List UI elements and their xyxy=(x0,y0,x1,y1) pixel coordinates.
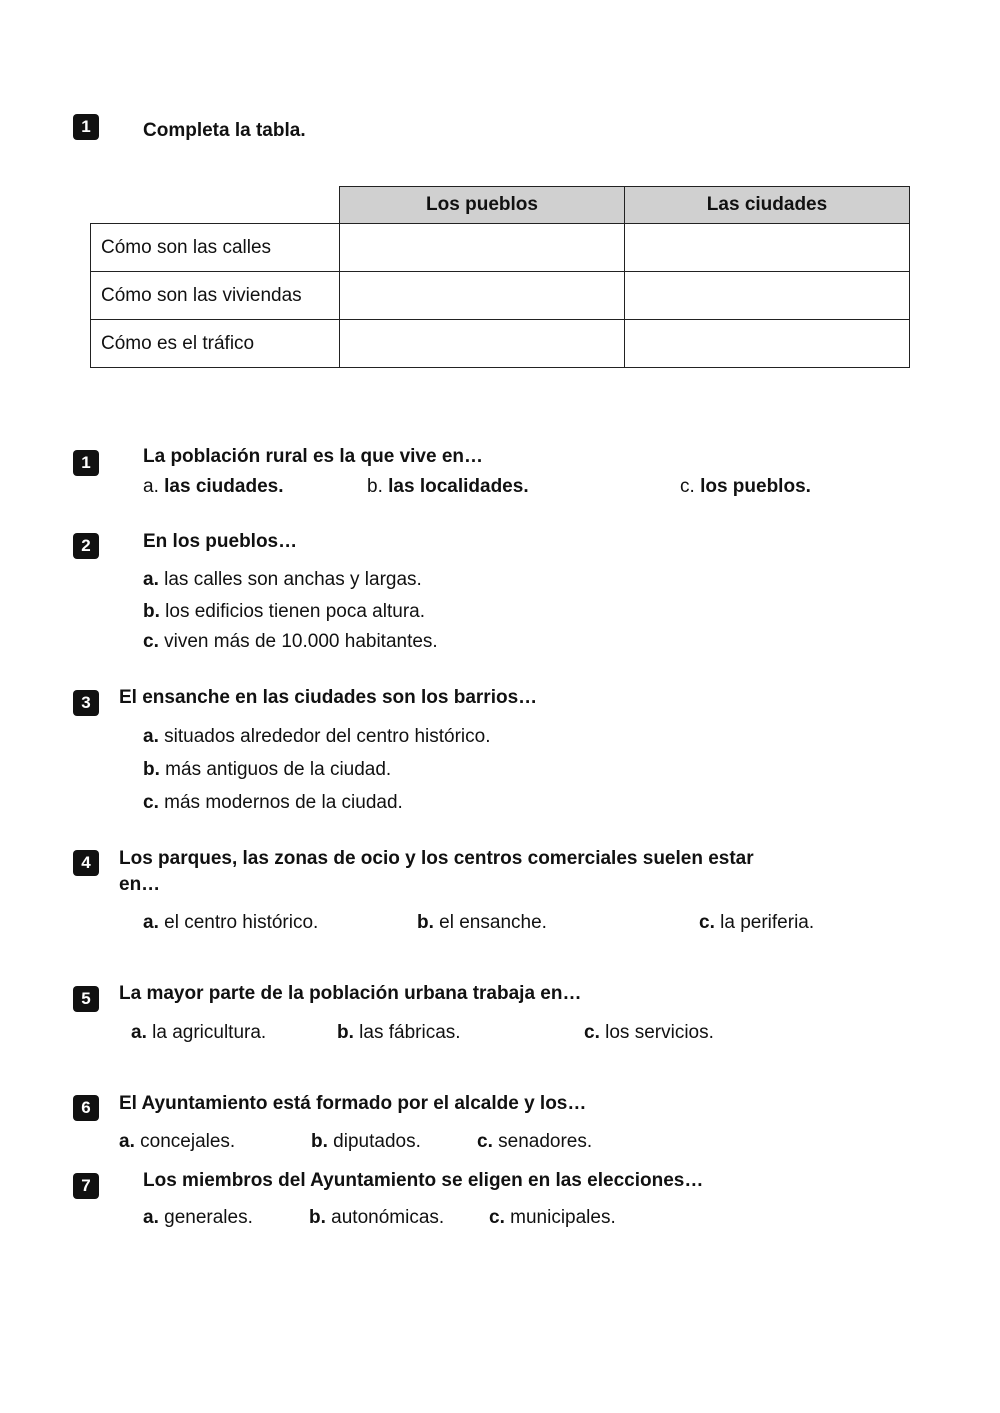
answer-option-c[interactable] xyxy=(680,476,811,498)
table-header-row xyxy=(91,187,910,224)
option-letter: c. xyxy=(584,1022,600,1043)
answer-option-b[interactable] xyxy=(367,476,529,498)
option-letter: a. xyxy=(143,569,159,590)
table-row xyxy=(91,320,910,368)
option-text: los edificios tienen poca altura. xyxy=(165,601,425,622)
option-letter: a. xyxy=(143,476,159,497)
option-text: las fábricas. xyxy=(359,1022,461,1043)
column-header-pueblos: Los pueblos xyxy=(340,187,625,224)
option-text: autonómicas. xyxy=(331,1207,445,1228)
answer-option-a[interactable] xyxy=(143,1207,253,1229)
answer-option-a[interactable] xyxy=(143,912,318,934)
row-label-trafico: Cómo es el tráfico xyxy=(91,320,340,368)
answer-cell[interactable] xyxy=(340,320,625,368)
answer-option-b[interactable] xyxy=(337,1022,461,1044)
answer-cell[interactable] xyxy=(625,224,910,272)
option-text: más antiguos de la ciudad. xyxy=(165,759,392,780)
option-text: la agricultura. xyxy=(152,1022,267,1043)
option-text: generales. xyxy=(164,1207,253,1228)
option-letter: a. xyxy=(131,1022,147,1043)
option-letter: b. xyxy=(337,1022,354,1043)
answer-option-c[interactable] xyxy=(489,1207,616,1229)
option-text: las calles son anchas y largas. xyxy=(164,569,422,590)
answer-option-b[interactable] xyxy=(143,601,425,623)
option-letter: c. xyxy=(143,792,159,813)
question-number-badge: 7 xyxy=(73,1173,99,1199)
answer-option-b[interactable] xyxy=(311,1131,421,1153)
option-text: el centro histórico. xyxy=(164,912,319,933)
answer-cell[interactable] xyxy=(340,272,625,320)
option-letter: a. xyxy=(143,726,159,747)
option-text: las ciudades. xyxy=(164,476,284,497)
option-letter: c. xyxy=(699,912,715,933)
option-letter: a. xyxy=(143,1207,159,1228)
question-text: En los pueblos… xyxy=(143,531,298,552)
option-text: las localidades. xyxy=(388,476,529,497)
option-text: más modernos de la ciudad. xyxy=(164,792,403,813)
option-letter: b. xyxy=(143,601,160,622)
question-number-badge: 5 xyxy=(73,986,99,1012)
column-header-ciudades: Las ciudades xyxy=(625,187,910,224)
option-letter: b. xyxy=(143,759,160,780)
option-letter: b. xyxy=(309,1207,326,1228)
option-text: situados alrededor del centro histórico. xyxy=(164,726,491,747)
table-row xyxy=(91,224,910,272)
answer-cell[interactable] xyxy=(625,272,910,320)
option-text: concejales. xyxy=(140,1131,236,1152)
exercise-instruction: Completa la tabla. xyxy=(143,120,306,141)
row-label-calles: Cómo son las calles xyxy=(91,224,340,272)
question-number-badge: 1 xyxy=(73,450,99,476)
question-text-line-2: en… xyxy=(119,874,161,895)
question-text: Los miembros del Ayuntamiento se eligen en las elecciones… xyxy=(143,1170,704,1191)
question-text: La población rural es la que vive en… xyxy=(143,446,483,467)
option-text: senadores. xyxy=(498,1131,593,1152)
option-letter: a. xyxy=(119,1131,135,1152)
table-corner xyxy=(91,187,340,224)
table-row xyxy=(91,272,910,320)
question-text-line-1: Los parques, las zonas de ocio y los centros comerciales suelen estar xyxy=(119,848,754,869)
option-text: los pueblos. xyxy=(700,476,811,497)
answer-cell[interactable] xyxy=(625,320,910,368)
option-letter: b. xyxy=(417,912,434,933)
option-text: el ensanche. xyxy=(439,912,547,933)
answer-option-c[interactable] xyxy=(477,1131,592,1153)
option-text: municipales. xyxy=(510,1207,616,1228)
completion-table xyxy=(90,186,910,368)
answer-option-b[interactable] xyxy=(309,1207,444,1229)
answer-option-a[interactable] xyxy=(131,1022,266,1044)
question-text: El ensanche en las ciudades son los barrios… xyxy=(119,687,538,708)
row-label-viviendas: Cómo son las viviendas xyxy=(91,272,340,320)
answer-option-a[interactable] xyxy=(143,569,422,591)
question-number-badge: 2 xyxy=(73,533,99,559)
answer-option-c[interactable] xyxy=(143,792,403,814)
option-letter: b. xyxy=(311,1131,328,1152)
question-text: El Ayuntamiento está formado por el alcalde y los… xyxy=(119,1093,587,1114)
answer-option-a[interactable] xyxy=(143,476,283,498)
option-letter: c. xyxy=(489,1207,505,1228)
answer-option-b[interactable] xyxy=(417,912,547,934)
question-number-badge: 3 xyxy=(73,690,99,716)
answer-option-c[interactable] xyxy=(584,1022,714,1044)
option-text: diputados. xyxy=(333,1131,421,1152)
question-text: La mayor parte de la población urbana trabaja en… xyxy=(119,983,582,1004)
option-letter: b. xyxy=(367,476,383,497)
question-number-badge: 4 xyxy=(73,850,99,876)
answer-option-a[interactable] xyxy=(119,1131,235,1153)
option-text: los servicios. xyxy=(605,1022,714,1043)
option-text: la periferia. xyxy=(720,912,815,933)
option-letter: c. xyxy=(477,1131,493,1152)
answer-option-c[interactable] xyxy=(699,912,814,934)
answer-option-c[interactable] xyxy=(143,631,438,653)
answer-cell[interactable] xyxy=(340,224,625,272)
option-letter: c. xyxy=(680,476,695,497)
exercise-number-badge: 1 xyxy=(73,114,99,140)
question-number-badge: 6 xyxy=(73,1095,99,1121)
option-text: viven más de 10.000 habitantes. xyxy=(164,631,438,652)
answer-option-b[interactable] xyxy=(143,759,391,781)
option-letter: a. xyxy=(143,912,159,933)
answer-option-a[interactable] xyxy=(143,726,491,748)
option-letter: c. xyxy=(143,631,159,652)
